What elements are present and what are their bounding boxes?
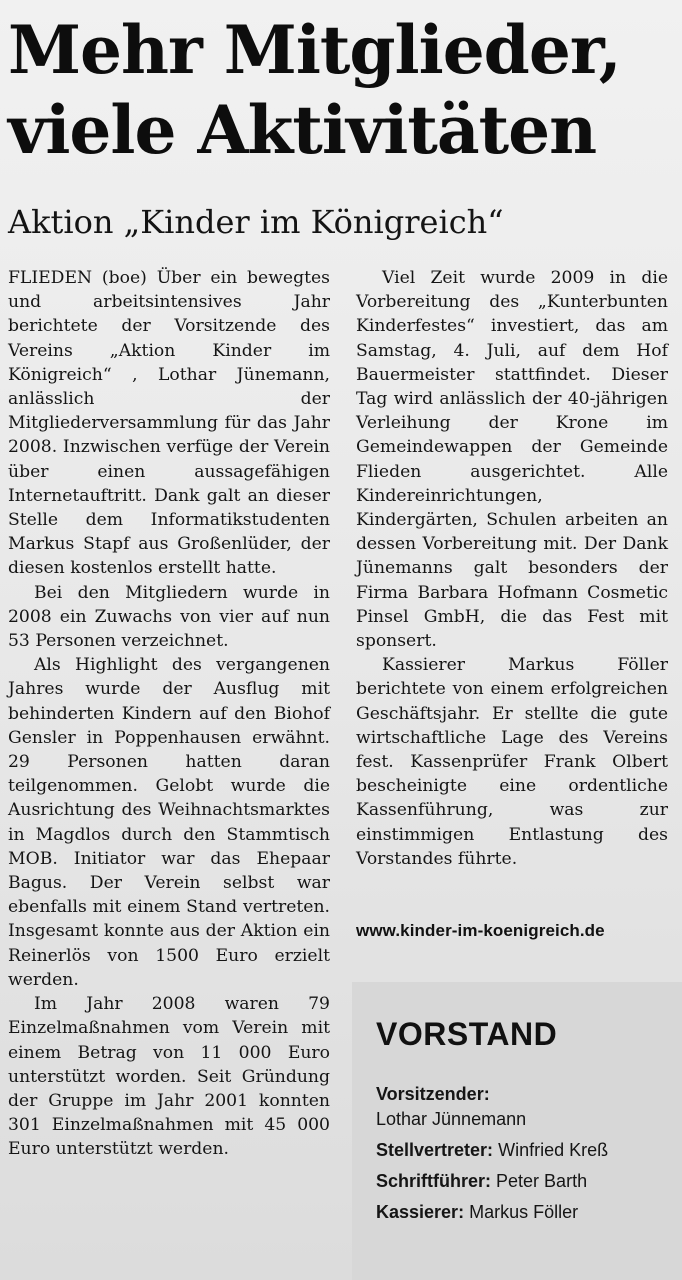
vorstand-list <box>376 1082 676 1231</box>
vorstand-title: VORSTAND <box>376 1016 558 1052</box>
paragraph: FLIEDEN (boe) Über ein bewegtes und arbeitsintensives Jahr berichtete der Vorsitzende des Vereins „Aktion Kinder im Königreich“ , Lothar Jünemann, anlässlich der Mitgliederversammlung für das Jahr 2008. Inzwischen verfüge der Verein über einen aussagefähigen Internetauftritt. Dank galt an dieser Stelle dem Informatikstudenten Markus Stapf aus Großenlüder, der diesen kostenlos erstellt hatte. <box>8 268 330 579</box>
role-label: Vorsitzender: <box>376 1084 490 1104</box>
role-person: Markus Föller <box>469 1202 579 1222</box>
vorstand-infobox <box>352 982 682 1280</box>
role-label: Stellvertreter: <box>376 1140 494 1160</box>
subheadline: Aktion „Kinder im Königreich“ <box>8 203 504 241</box>
role-person: Winfried Kreß <box>498 1140 609 1160</box>
role-label: Kassierer: <box>376 1202 465 1222</box>
vorstand-entry <box>376 1200 676 1225</box>
role-person: Peter Barth <box>496 1171 588 1191</box>
headline: Mehr Mitglieder, viele Aktivitäten <box>8 11 621 169</box>
website-url: www.kinder-im-koenigreich.de <box>356 921 605 940</box>
vorstand-entry <box>376 1082 676 1132</box>
article-column-right <box>356 266 668 871</box>
paragraph: Kassierer Markus Föller berichtete von einem erfolgreichen Geschäftsjahr. Er stellte die gute wirtschaftliche Lage des Vereins fest. Kassenprüfer Frank Olbert bescheinigte eine ordentliche Kassenführung, was zur einstimmigen Entlastung des Vorstandes führte. <box>356 655 668 869</box>
role-person: Lothar Jünnemann <box>376 1109 527 1129</box>
role-label: Schriftführer: <box>376 1171 492 1191</box>
article-column-left <box>8 266 330 1162</box>
paragraph: Viel Zeit wurde 2009 in die Vorbereitung des „Kunterbunten Kinderfestes“ investiert, das am Samstag, 4. Juli, auf dem Hof Bauermeister stattfindet. Dieser Tag wird anlässlich der 40-jährigen Verleihung der Krone im Gemeindewappen der Gemeinde Flieden ausgerichtet. Alle Kindereinrichtungen, Kindergärten, Schulen arbeiten an dessen Vorbereitung mit. Der Dank Jünemanns galt besonders der Firma Barbara Hofmann Cosmetic Pinsel GmbH, die das Fest mit sponsert. <box>356 268 668 652</box>
paragraph: Als Highlight des vergangenen Jahres wurde der Ausflug mit behinderten Kindern auf den Biohof Gensler in Poppenhausen erwähnt. 29 Personen hatten daran teilgenommen. Gelobt wurde die Ausrichtung des Weihnachtsmarktes in Magdlos durch den Stammtisch MOB. Initiator war das Ehepaar Bagus. Der Verein selbst war ebenfalls mit einem Stand vertreten. Insgesamt konnte aus der Aktion ein Reinerlös von 1500 Euro erzielt werden. <box>8 655 330 990</box>
paragraph: Im Jahr 2008 waren 79 Einzelmaßnahmen vom Verein mit einem Betrag von 11 000 Euro unterstützt worden. Seit Gründung der Gruppe im Jahr 2001 konnten 301 Einzelmaßnahmen mit 45 000 Euro unterstützt werden. <box>8 994 330 1160</box>
paragraph: Bei den Mitgliedern wurde in 2008 ein Zuwachs von vier auf nun 53 Personen verzeichnet. <box>8 582 330 652</box>
vorstand-entry <box>376 1138 676 1163</box>
vorstand-entry <box>376 1169 676 1194</box>
